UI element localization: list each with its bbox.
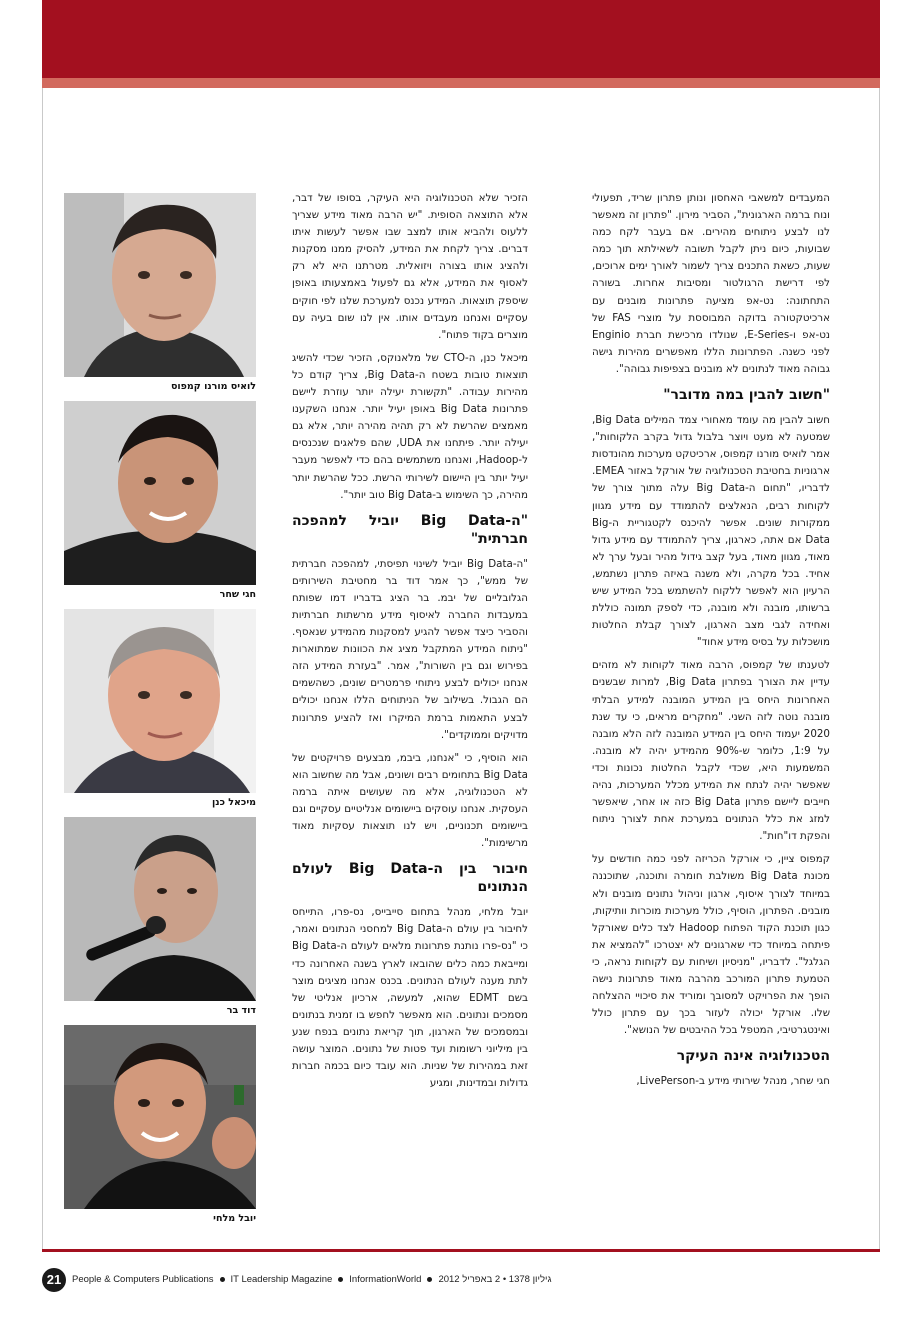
- footer-site: InformationWorld: [349, 1274, 422, 1285]
- bullet-icon: [427, 1277, 432, 1282]
- photo-caption: חגי שחר: [219, 589, 256, 600]
- article-paragraph: חשוב להבין מה עומד מאחורי צמד המילים Big Data, שמטעה לא מעט ויוצר בלבול גדול בקרב הלקוחות", אמר לואיס מורנו קמפוס, ארכיטקט מערכות מהונדסות ארגוניות בחטיבת הטכנולוגיה של אורקל באזור EMEA. לדבריו, "תחום ה-Big Data עלה מתוך צורך של לקוחות רבים, הנאלצים להתמודד עם מידע מגוון ממקורות שונים. אפשר להיכנס לקטגוריית ה-Big Data אם אתה, כארגון, צריך להתמודד עם מידע גדול מאוד, מגוון מאוד, בעל קצב גידול מהיר ובעל ערך לא אחיד. בכל מקרה, ולא משנה באיזה פתרון נשתמש, הרעיון הוא לאפשר ללקוח להשתמש בכל המידע שיש ברשותו, מובנה ולא מובנה, כדי לספק תמונה כוללת ואחידה לגבי מצב הארגון, לצורך קבלת החלטות מושכלות על בסיס מידע אחוד": [592, 414, 830, 649]
- portrait-photo: [64, 401, 256, 585]
- article-column-right: [592, 190, 830, 1230]
- portrait-photo: [64, 817, 256, 1001]
- footer-rule: [42, 1249, 880, 1252]
- photo-caption: יובל מלחי: [213, 1213, 256, 1224]
- bullet-icon: [338, 1277, 343, 1282]
- photo-caption: מיכאל כנן: [212, 797, 256, 808]
- section-heading: "חשוב להבין במה מדובר": [663, 387, 830, 404]
- article-paragraph: "ה-Big Data יוביל לשינוי תפיסתי, למהפכה חברתית של ממש", כך אמר דוד בר מחטיבת השירותים הגלובליים של יבמ. בר הציג בדבריו דמו שפותח במעבדות החברה לאיסוף מידע מרשתות חברתיות והסביר כיצד אפשר להגיע למסקנות מהמידע שנאסף. "ניתוח המידע המתקבל מציג את הכוונות שמתוארות בפירוש וגם בין השורות", אמר. "בעזרת המידע הזה אנחנו יכולים לבצע ניתוחי פרמטרים שונים, כשהשמים הם הגבול. בשילוב של הניתוחים הללו אנחנו יכולים לבצע התאמות ברמת המיקרו ואז להציע פתרונות מדויקים וממוקדים".: [292, 557, 528, 741]
- article-paragraph: יובל מלחי, מנהל בתחום סייבייס, נס-פרו, התייחס לחיבור בין עולם ה-Big Data למחסני הנתונים ואמר, כי "נס-פרו נותנת פתרונות מלאים לעולם ה-Big Data ומייבאת כמה כלים שהובאו לארץ בשנה האחרונה כדי לתת מענה לעולם הנתונים. בכנס אנחנו מציגים מוצר בשם EDMT שהוא, למעשה, ארכיון אנליטי של מסמכים ונתונים. הוא מאפשר לחפש בו זמנית בנתונים ובמסמכים של הארגון, תוך קריאת נתונים בנפח שנע בין מיליוני רשומות ועד פטות של נתונים. המוצר עושה זאת במהירות של שניות. הוא עובד כיום בכמה חברות גדולות ובמדינות, ומגיע: [292, 906, 528, 1090]
- footer-credits: [72, 1274, 552, 1285]
- article-paragraph: חגי שחר, מנהל שירותי מידע ב-LivePerson,: [636, 1075, 830, 1088]
- header-accent-line: [42, 78, 880, 88]
- article-paragraph: המעבדים למשאבי האחסון ונותן פתרון שריד, תפעולי ונוח ברמה הארגונית", הסביר מירון. "פתרון זה מאפשר לנו לבצע ניתוחים מהירים. אם בעבר לקח כמה שבועות, כיום ניתן לקבל תשובה לשאילתא תוך כמה שעות, כשאת התכנים צריך לשמור לאורך ימים ארוכים, לפי דרישת הרגולטור ומסיבות אחרות. בשורה התחתונה: נט-אפ מציעה פתרונות מובנים עם ארכיטקטורה בדוקה המבוססת על מוצרי FAS של נט-אפ ו-E-Series, שנולדו מרכישת חברת Enginio לפני כשנה. הפתרונות הללו מאפשרים מהירות גישה גבוהה מאוד לנתונים לא מובנים בצפיפות גבוהה".: [592, 192, 830, 375]
- article-paragraph: קמפוס ציין, כי אורקל הכריזה לפני כמה חודשים על מכונת Big Data משולבת חומרה ותוכנה, שתוכננה במיוחד לצורך איסוף, ארגון וניהול נתונים מובנים ולא מובנים. הפתרון, הוסיף, כולל מערכות מוכרות וותיקות, כגון תוכנת הקוד הפתוח Hadoop לצד כלים שאורקל פיתחה במיוחד כדי שארגונים לא יצטרכו "להמציא את הגלגל". לדבריו, "מניסיון ושיחות עם לקוחות נראה, כי הטמעת פתרון המורכב מהרבה מאוד פתרונות נישה הופך את הפרויקט למסובך ומוריד את סיכויי ההצלחה שלו. אורקל יכולה לעזור בכך עם פתרון כולל ואינטגרטיבי, המטפל בכל ההיבטים של הנושא".: [592, 853, 830, 1037]
- article-column-middle: [292, 190, 528, 1230]
- footer-issue: גיליון 1378 • 2 באפריל 2012: [438, 1274, 552, 1285]
- photo-caption: לואיס מורנו קמפוס: [170, 381, 256, 392]
- page-footer: [42, 1268, 880, 1294]
- page-number: 21: [42, 1268, 66, 1292]
- bullet-icon: [220, 1277, 225, 1282]
- photo-caption: דוד בר: [226, 1005, 256, 1016]
- section-heading: הטכנולוגיה אינה העיקר: [676, 1048, 830, 1065]
- header-band: [42, 0, 880, 78]
- section-heading: חיבור בין ה-Big Data לעולם הנתונים: [292, 861, 528, 896]
- article-paragraph: הוא הוסיף, כי "אנחנו, ביבמ, מבצעים פרויקטים של Big Data בתחומים רבים ושונים, אבל מה שחשוב הוא לא הטכנולוגיה, אלא מה שעושים איתה ברמה העסקית. אנחנו עוסקים ביישומים אנליטיים עסקיים וגם ביישומים תכנוניים, ויש לנו תוצאות עסקיות מאוד מרשימות".: [292, 751, 528, 850]
- article-paragraph: מיכאל כנן, ה-CTO של מלאנוקס, הזכיר שכדי להשיג תוצאות טובות בשטח ה-Big Data, צריך קודם כל מהירות עבודה. "תקשורת יעילה יותר עוזרת ליישם פתרונות Big Data באופן יעיל יותר. אנחנו השקענו מאמצים שהרשת לא רק תהיה מהירה יותר, אלא גם יעילה יותר. פיתחנו את UDA, שהם פלאגים שנכנסים ל-Hadoop, ואנחנו משתמשים בהם כדי לאפשר מעבר יעיל יותר בין היישום לשירותי הרשת. ככל שהרשת יותר מהירה, כך השימוש ב-Big Data טוב יותר".: [292, 351, 528, 501]
- article-paragraph: הזכיר שלא הטכנולוגיה היא העיקר, בסופו של דבר, אלא התוצאה הסופית. "יש הרבה מאוד מידע שצריך ללעוס ולהביא אותו למצב שבו אפשר לעשות איתו דברים. צריך לקחת את המידע, להסיק ממנו מסקנות ולהציג אותו בצורה ויזואלית. מטרתנו היא לא רק לאסוף את המידע, אלא גם לפעול באמצעותו באופן שיספק תוצאות. המידע נכנס למערכת שלנו לפי חוקים עסקיים ואנחנו מעבדים אותו. אין לנו שום בעיה עם מוצרים בקוד פתוח".: [292, 192, 528, 341]
- footer-publisher: People & Computers Publications: [72, 1274, 214, 1285]
- footer-magazine: IT Leadership Magazine: [230, 1274, 333, 1285]
- portrait-photo: [64, 609, 256, 793]
- frame-right-rule: [879, 88, 880, 1250]
- portrait-photo: [64, 193, 256, 377]
- article-paragraph: לטענתו של קמפוס, הרבה מאוד לקוחות לא מזהים עדיין את הצורך בפתרון Big Data, למרות שבשנים האחרונות היחס בין המידע המובנה למידע הבלתי מובנה נוטה לזה השני. "מחקרים מראים, כי עד שנת 2020 יעמוד היחס בין המידע המובנה לזה הלא מובנה על 1:9, כלומר ש-90% מהמידע יהיה לא מובנה. המשמעות היא, שכדי לקבל החלטות נכונות וכדי שאפשר יהיה לנתח את המידע מכלל המערכות, נהיה חייבים ליישם פתרון Big Data כזה או אחר, שיאפשר למזג את כלל הנתונים במערכת אחת לצורך ניתוח והפקת דו"חות".: [592, 659, 830, 843]
- frame-left-rule: [42, 88, 43, 1250]
- portrait-photo: [64, 1025, 256, 1209]
- section-heading: "ה-Big Data יוביל למהפכה חברתית": [292, 512, 528, 547]
